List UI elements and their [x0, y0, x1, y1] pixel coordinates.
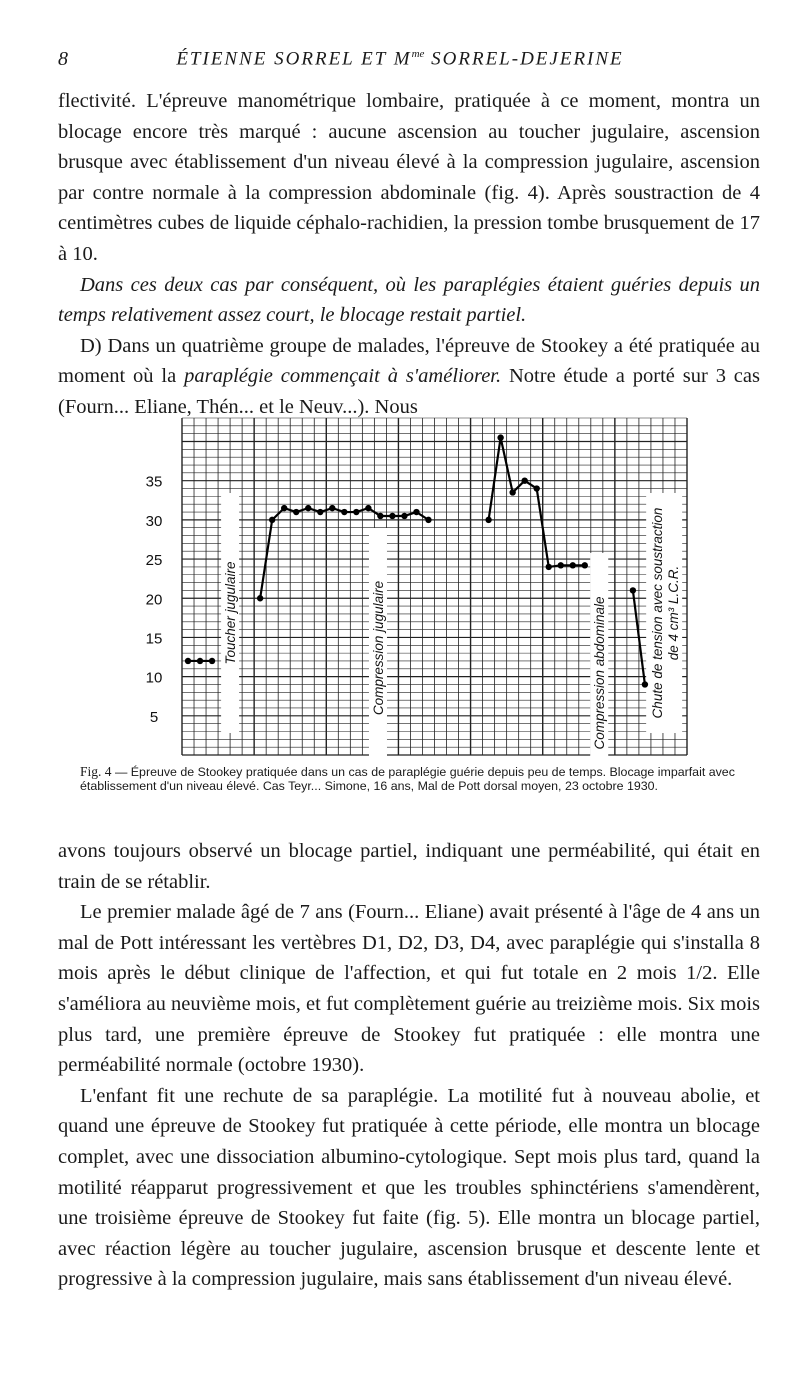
- figure-chart: [132, 413, 692, 761]
- y-tick-label: 15: [145, 630, 163, 648]
- y-tick-label: 30: [145, 512, 163, 530]
- y-axis-ticks: [146, 474, 163, 726]
- caption-text: — Épreuve de Stookey pratiquée dans un cas de paraplégie guérie depuis peu de temps. Blocage imparfait avec établissement d'un niveau élevé. Cas Teyr... Simone, 16 ans, Mal de Pott dorsal moyen, 23 octobre 1930.: [80, 765, 735, 793]
- running-head: [0, 48, 800, 70]
- phase-label: Toucher jugulaire: [223, 561, 239, 665]
- data-point: [365, 505, 371, 511]
- y-tick-label: 35: [145, 473, 163, 491]
- series-line: [260, 508, 428, 598]
- phase-label: Compression jugulaire: [370, 580, 386, 716]
- page-number: 8: [58, 48, 68, 70]
- data-point: [317, 509, 323, 515]
- data-point: [389, 513, 395, 519]
- data-point: [534, 485, 540, 491]
- running-head-authors: ÉTIENNE SORREL ET M: [176, 48, 412, 70]
- data-point: [341, 509, 347, 515]
- data-point: [401, 513, 407, 519]
- phase-label: Compression abdominale: [592, 596, 608, 750]
- data-point: [269, 517, 275, 523]
- data-point: [509, 489, 515, 495]
- data-point: [425, 517, 431, 523]
- y-tick-label: 5: [149, 708, 159, 726]
- data-point: [630, 587, 636, 593]
- y-tick-label: 10: [145, 669, 163, 687]
- body-text-bottom: [58, 836, 760, 1295]
- caption-label: Fig. 4: [80, 764, 112, 779]
- paragraph: [58, 331, 760, 423]
- stookey-pressure-chart: [132, 413, 692, 761]
- italic-text: paraplégie commençait à s'améliorer.: [184, 365, 502, 388]
- data-point: [413, 509, 419, 515]
- paragraph: L'enfant fit une rechute de sa paraplégie. La motilité fut à nouveau abolie, et quand une épreuve de Stookey fut pratiquée à cette période, elle montra un blocage complet, avec une dissociation albumino-cytologique. Sept mois plus tard, quand la motilité réapparut progressivement et que les troubles sphinctériens s'amendèrent, une troisième épreuve de Stookey fut faite (fig. 5). Elle montra un blocage partiel, avec réaction légère au toucher jugulaire, ascension brusque et descente lente et progressive à la compression jugulaire, mais sans établissement d'un niveau élevé.: [58, 1084, 760, 1291]
- data-point: [209, 658, 215, 664]
- body-text-top: [58, 86, 760, 423]
- data-point: [185, 658, 191, 664]
- running-head-authors-rest: SORREL-DEJERINE: [424, 48, 624, 70]
- italic-text: Dans ces deux cas par conséquent, où les paraplégies étaient guéries depuis un temps relativement assez court, le blocage restait partiel.: [58, 273, 760, 327]
- data-point: [485, 517, 491, 523]
- data-point: [281, 505, 287, 511]
- data-point: [197, 658, 203, 664]
- running-head-superscript: me: [411, 48, 425, 60]
- data-point: [582, 562, 588, 568]
- data-point: [521, 477, 527, 483]
- data-point: [497, 434, 503, 440]
- data-point: [257, 595, 263, 601]
- text-span: D) Dans un quatrième groupe de malades, l'épreuve de Stookey a été pratiquée au moment où la: [58, 334, 760, 388]
- data-point: [293, 509, 299, 515]
- text-span: Notre étude a porté sur 3 cas (Fourn... Eliane, Thén... et le Neuv...). Nous: [58, 365, 760, 418]
- data-point: [558, 562, 564, 568]
- data-point: [642, 681, 648, 687]
- y-tick-label: 25: [145, 552, 163, 570]
- paragraph: Le premier malade âgé de 7 ans (Fourn... Eliane) avait présenté à l'âge de 4 ans un mal de Pott intéressant les vertèbres D1, D2, D3, D4, avec paraplégie qui s'installa 8 mois après le début clinique de l'affection, et qui fut totale en 2 mois 1/2. Elle s'améliora au neuvième mois, et fut complètement guérie au treizième mois. Six mois plus tard, une première épreuve de Stookey fut pratiquée : elle montra une perméabilité normale (octobre 1930).: [58, 901, 760, 1077]
- data-point: [377, 513, 383, 519]
- paragraph-italic: [58, 270, 760, 331]
- data-point: [546, 564, 552, 570]
- paragraph: avons toujours observé un blocage partiel, indiquant une perméabilité, qui était en train de se rétablir.: [58, 840, 760, 893]
- data-point: [353, 509, 359, 515]
- figure-caption: [80, 765, 760, 793]
- data-point: [305, 505, 311, 511]
- chart-grid: [182, 418, 687, 755]
- paragraph: flectivité. L'épreuve manométrique lombaire, pratiquée à ce moment, montra un blocage encore très marqué : aucune ascension au toucher jugulaire, ascension brusque avec établissement d'un niveau élevé à la compression jugulaire, ascension par contre normale à la compression abdominale (fig. 4). Après soustraction de 4 centimètres cubes de liquide céphalo-rachidien, la pression tombe brusquement de 17 à 10.: [58, 90, 760, 265]
- phase-label: de 4 cm³ L.C.R.: [666, 565, 682, 661]
- data-point: [329, 505, 335, 511]
- data-point: [570, 562, 576, 568]
- phase-label: Chute de tension avec soustraction: [650, 507, 666, 719]
- y-tick-label: 20: [145, 591, 163, 609]
